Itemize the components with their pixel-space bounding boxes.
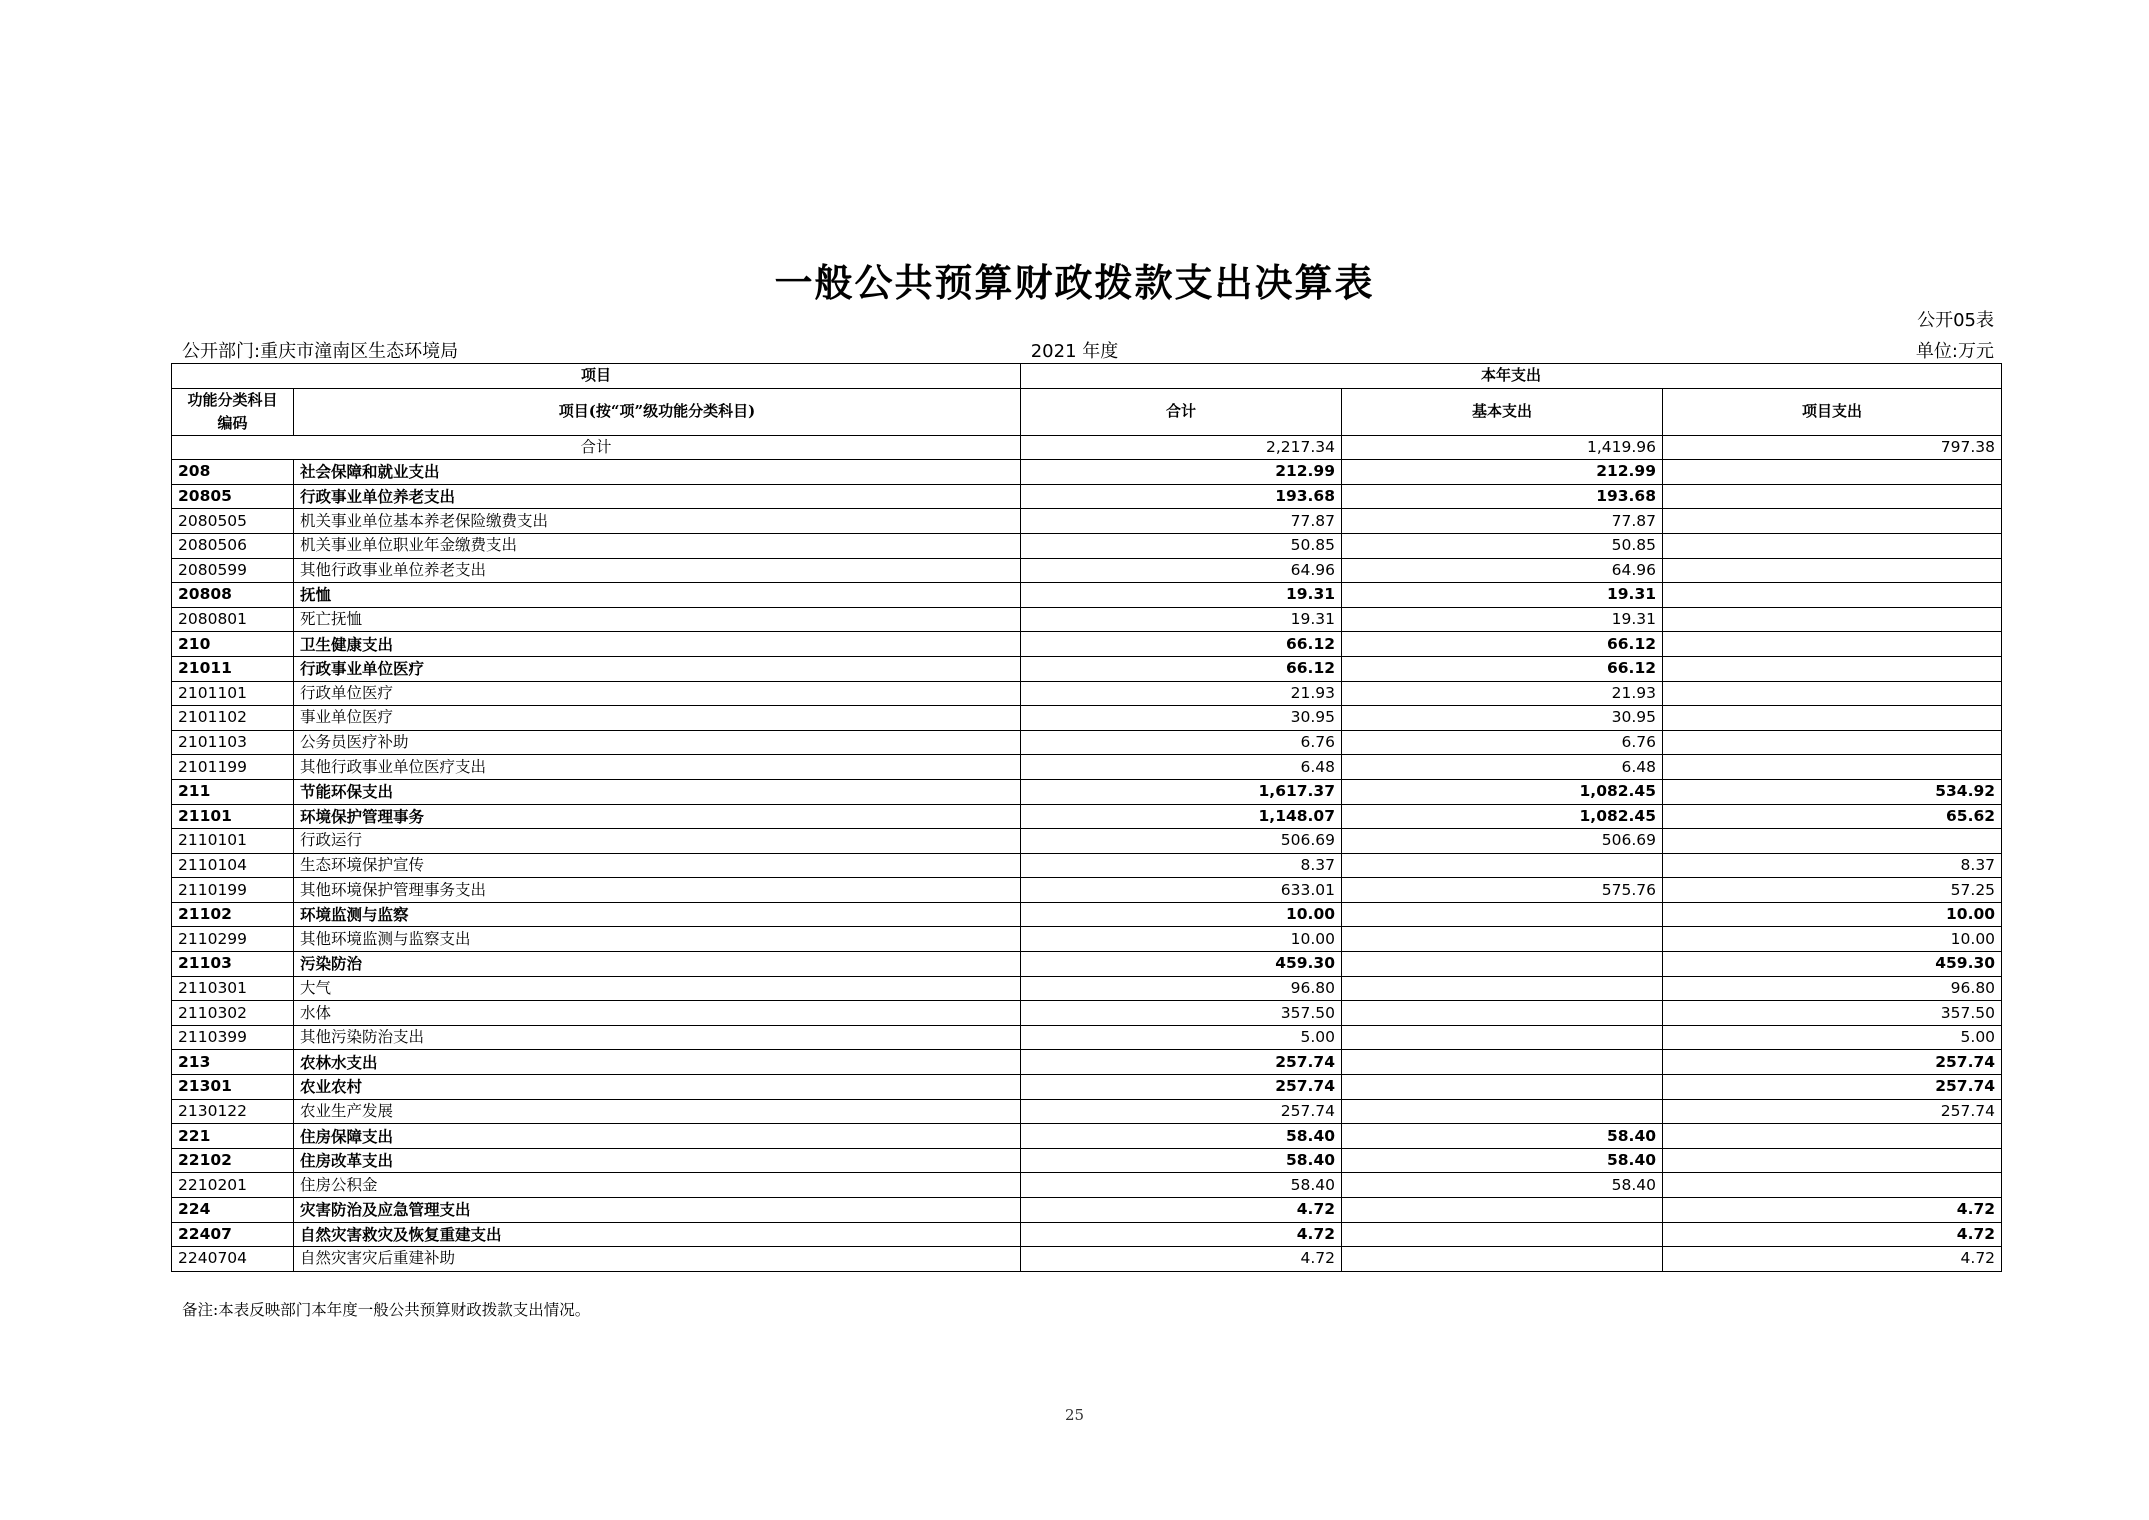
row-project [1663, 706, 2002, 731]
row-name: 公务员医疗补助 [294, 730, 1021, 755]
row-basic: 1,082.45 [1342, 779, 1663, 804]
row-total: 66.12 [1021, 656, 1342, 681]
row-basic [1342, 1099, 1663, 1124]
row-name: 其他环境保护管理事务支出 [294, 878, 1021, 903]
row-name: 水体 [294, 1001, 1021, 1026]
row-project [1663, 1173, 2002, 1198]
table-row [172, 853, 2002, 878]
table-row [172, 1075, 2002, 1100]
row-code: 213 [172, 1050, 294, 1075]
row-project [1663, 681, 2002, 706]
row-basic [1342, 952, 1663, 977]
row-basic: 50.85 [1342, 533, 1663, 558]
total-label: 合计 [172, 435, 1021, 460]
row-code: 2101102 [172, 706, 294, 731]
table-row [172, 558, 2002, 583]
row-basic: 66.12 [1342, 632, 1663, 657]
row-name: 其他环境监测与监察支出 [294, 927, 1021, 952]
row-code: 211 [172, 779, 294, 804]
row-total: 64.96 [1021, 558, 1342, 583]
table-row [172, 583, 2002, 608]
row-basic: 58.40 [1342, 1173, 1663, 1198]
row-project: 357.50 [1663, 1001, 2002, 1026]
row-name: 机关事业单位职业年金缴费支出 [294, 533, 1021, 558]
table-row [172, 1124, 2002, 1149]
row-basic: 212.99 [1342, 460, 1663, 485]
row-project [1663, 533, 2002, 558]
row-name: 住房公积金 [294, 1173, 1021, 1198]
row-total: 10.00 [1021, 927, 1342, 952]
row-code: 2130122 [172, 1099, 294, 1124]
row-total: 5.00 [1021, 1025, 1342, 1050]
row-total: 1,148.07 [1021, 804, 1342, 829]
table-row [172, 706, 2002, 731]
row-name: 大气 [294, 976, 1021, 1001]
table-row [172, 779, 2002, 804]
row-code: 2210201 [172, 1173, 294, 1198]
row-code: 21102 [172, 902, 294, 927]
row-project: 10.00 [1663, 927, 2002, 952]
row-project: 4.72 [1663, 1222, 2002, 1247]
row-project [1663, 558, 2002, 583]
row-code: 2101101 [172, 681, 294, 706]
row-total: 459.30 [1021, 952, 1342, 977]
row-basic [1342, 1050, 1663, 1075]
expenditure-table [171, 363, 2002, 1272]
row-code: 2110104 [172, 853, 294, 878]
row-basic [1342, 1222, 1663, 1247]
row-basic: 575.76 [1342, 878, 1663, 903]
table-note: 备注:本表反映部门本年度一般公共预算财政拨款支出情况。 [182, 1301, 591, 1319]
row-total: 30.95 [1021, 706, 1342, 731]
table-row [172, 656, 2002, 681]
row-project [1663, 632, 2002, 657]
header-basic: 基本支出 [1342, 388, 1663, 435]
row-name: 行政事业单位养老支出 [294, 484, 1021, 509]
row-code: 22407 [172, 1222, 294, 1247]
row-code: 2110399 [172, 1025, 294, 1050]
row-total: 58.40 [1021, 1173, 1342, 1198]
row-basic: 19.31 [1342, 607, 1663, 632]
row-project [1663, 607, 2002, 632]
row-name: 其他行政事业单位养老支出 [294, 558, 1021, 583]
row-name: 行政事业单位医疗 [294, 656, 1021, 681]
row-name: 行政运行 [294, 829, 1021, 854]
row-project [1663, 730, 2002, 755]
row-basic: 30.95 [1342, 706, 1663, 731]
row-basic: 19.31 [1342, 583, 1663, 608]
row-basic: 21.93 [1342, 681, 1663, 706]
row-name: 住房改革支出 [294, 1148, 1021, 1173]
page-title: 一般公共预算财政拨款支出决算表 [774, 260, 1375, 305]
row-project [1663, 656, 2002, 681]
row-name: 抚恤 [294, 583, 1021, 608]
table-row [172, 632, 2002, 657]
row-basic [1342, 1001, 1663, 1026]
table-row [172, 484, 2002, 509]
row-project: 257.74 [1663, 1050, 2002, 1075]
row-code: 2110302 [172, 1001, 294, 1026]
row-total: 58.40 [1021, 1124, 1342, 1149]
table-row [172, 1198, 2002, 1223]
row-project: 534.92 [1663, 779, 2002, 804]
row-total: 77.87 [1021, 509, 1342, 534]
row-code: 21011 [172, 656, 294, 681]
row-code: 2080506 [172, 533, 294, 558]
row-code: 2080801 [172, 607, 294, 632]
row-project [1663, 755, 2002, 780]
row-total: 58.40 [1021, 1148, 1342, 1173]
row-total: 4.72 [1021, 1222, 1342, 1247]
row-total: 212.99 [1021, 460, 1342, 485]
header-row-1 [172, 364, 2002, 389]
row-project: 459.30 [1663, 952, 2002, 977]
total-amount: 2,217.34 [1021, 435, 1342, 460]
row-project: 8.37 [1663, 853, 2002, 878]
row-total: 96.80 [1021, 976, 1342, 1001]
row-total: 21.93 [1021, 681, 1342, 706]
row-total: 19.31 [1021, 583, 1342, 608]
row-project [1663, 460, 2002, 485]
row-name: 环境监测与监察 [294, 902, 1021, 927]
row-total: 8.37 [1021, 853, 1342, 878]
row-total: 193.68 [1021, 484, 1342, 509]
row-total: 357.50 [1021, 1001, 1342, 1026]
row-total: 257.74 [1021, 1050, 1342, 1075]
row-basic: 193.68 [1342, 484, 1663, 509]
table-row [172, 1222, 2002, 1247]
table-row [172, 1099, 2002, 1124]
header-row-2 [172, 388, 2002, 435]
row-basic: 66.12 [1342, 656, 1663, 681]
row-name: 死亡抚恤 [294, 607, 1021, 632]
table-row [172, 1050, 2002, 1075]
table-row [172, 902, 2002, 927]
row-code: 2080505 [172, 509, 294, 534]
row-basic: 77.87 [1342, 509, 1663, 534]
row-project: 257.74 [1663, 1099, 2002, 1124]
row-project [1663, 484, 2002, 509]
table-row [172, 460, 2002, 485]
table-row [172, 804, 2002, 829]
row-project [1663, 509, 2002, 534]
row-basic [1342, 976, 1663, 1001]
row-total: 19.31 [1021, 607, 1342, 632]
total-row [172, 435, 2002, 460]
row-basic: 6.48 [1342, 755, 1663, 780]
row-basic: 1,082.45 [1342, 804, 1663, 829]
row-total: 506.69 [1021, 829, 1342, 854]
row-basic [1342, 853, 1663, 878]
table-row [172, 976, 2002, 1001]
header-total: 合计 [1021, 388, 1342, 435]
row-total: 1,617.37 [1021, 779, 1342, 804]
header-project: 项目 [172, 364, 1021, 389]
row-basic: 6.76 [1342, 730, 1663, 755]
row-name: 自然灾害救灾及恢复重建支出 [294, 1222, 1021, 1247]
header-this-year: 本年支出 [1021, 364, 2002, 389]
table-row [172, 509, 2002, 534]
table-row [172, 1173, 2002, 1198]
row-code: 21301 [172, 1075, 294, 1100]
row-code: 22102 [172, 1148, 294, 1173]
row-project [1663, 829, 2002, 854]
row-name: 机关事业单位基本养老保险缴费支出 [294, 509, 1021, 534]
header-name: 项目(按“项”级功能分类科目) [294, 388, 1021, 435]
row-name: 农业生产发展 [294, 1099, 1021, 1124]
row-code: 221 [172, 1124, 294, 1149]
row-project [1663, 1124, 2002, 1149]
row-code: 2110101 [172, 829, 294, 854]
row-total: 633.01 [1021, 878, 1342, 903]
row-project: 4.72 [1663, 1247, 2002, 1272]
row-code: 2101199 [172, 755, 294, 780]
table-row [172, 878, 2002, 903]
row-basic [1342, 1025, 1663, 1050]
row-code: 2101103 [172, 730, 294, 755]
table-row [172, 1148, 2002, 1173]
row-project: 257.74 [1663, 1075, 2002, 1100]
row-name: 环境保护管理事务 [294, 804, 1021, 829]
page-number: 25 [1064, 1406, 1085, 1424]
table-row [172, 730, 2002, 755]
row-name: 卫生健康支出 [294, 632, 1021, 657]
row-name: 节能环保支出 [294, 779, 1021, 804]
row-total: 4.72 [1021, 1198, 1342, 1223]
row-project: 96.80 [1663, 976, 2002, 1001]
fiscal-year: 2021 年度 [1030, 341, 1119, 362]
row-name: 灾害防治及应急管理支出 [294, 1198, 1021, 1223]
row-code: 21103 [172, 952, 294, 977]
table-row [172, 927, 2002, 952]
form-number: 公开05表 [1917, 310, 1994, 331]
row-name: 事业单位医疗 [294, 706, 1021, 731]
row-project: 10.00 [1663, 902, 2002, 927]
row-name: 生态环境保护宣传 [294, 853, 1021, 878]
row-project: 4.72 [1663, 1198, 2002, 1223]
table-row [172, 1025, 2002, 1050]
table-row [172, 952, 2002, 977]
row-code: 224 [172, 1198, 294, 1223]
row-code: 2110299 [172, 927, 294, 952]
row-basic: 58.40 [1342, 1148, 1663, 1173]
row-name: 污染防治 [294, 952, 1021, 977]
row-code: 210 [172, 632, 294, 657]
row-code: 20805 [172, 484, 294, 509]
row-total: 6.76 [1021, 730, 1342, 755]
row-name: 农林水支出 [294, 1050, 1021, 1075]
row-basic [1342, 1247, 1663, 1272]
row-name: 住房保障支出 [294, 1124, 1021, 1149]
header-item: 项目支出 [1663, 388, 2002, 435]
row-project [1663, 583, 2002, 608]
table-row [172, 533, 2002, 558]
row-code: 2240704 [172, 1247, 294, 1272]
row-total: 50.85 [1021, 533, 1342, 558]
department-label: 公开部门:重庆市潼南区生态环境局 [182, 341, 459, 362]
row-total: 66.12 [1021, 632, 1342, 657]
row-project: 5.00 [1663, 1025, 2002, 1050]
row-code: 208 [172, 460, 294, 485]
row-basic [1342, 1075, 1663, 1100]
row-total: 257.74 [1021, 1099, 1342, 1124]
row-code: 2110199 [172, 878, 294, 903]
table-row [172, 1001, 2002, 1026]
row-basic [1342, 902, 1663, 927]
row-total: 6.48 [1021, 755, 1342, 780]
row-name: 农业农村 [294, 1075, 1021, 1100]
row-project: 57.25 [1663, 878, 2002, 903]
row-total: 257.74 [1021, 1075, 1342, 1100]
row-basic: 58.40 [1342, 1124, 1663, 1149]
row-project [1663, 1148, 2002, 1173]
table-row [172, 607, 2002, 632]
total-basic: 1,419.96 [1342, 435, 1663, 460]
row-total: 4.72 [1021, 1247, 1342, 1272]
row-name: 行政单位医疗 [294, 681, 1021, 706]
row-name: 其他污染防治支出 [294, 1025, 1021, 1050]
row-basic: 506.69 [1342, 829, 1663, 854]
unit-label: 单位:万元 [1915, 341, 1994, 362]
row-basic: 64.96 [1342, 558, 1663, 583]
table-row [172, 829, 2002, 854]
header-code: 功能分类科目编码 [172, 388, 294, 435]
row-code: 2110301 [172, 976, 294, 1001]
total-project: 797.38 [1663, 435, 2002, 460]
row-basic [1342, 927, 1663, 952]
row-code: 20808 [172, 583, 294, 608]
row-total: 10.00 [1021, 902, 1342, 927]
table-row [172, 1247, 2002, 1272]
row-basic [1342, 1198, 1663, 1223]
row-code: 21101 [172, 804, 294, 829]
row-name: 自然灾害灾后重建补助 [294, 1247, 1021, 1272]
row-name: 社会保障和就业支出 [294, 460, 1021, 485]
table-row [172, 755, 2002, 780]
row-code: 2080599 [172, 558, 294, 583]
row-project: 65.62 [1663, 804, 2002, 829]
table-row [172, 681, 2002, 706]
row-name: 其他行政事业单位医疗支出 [294, 755, 1021, 780]
